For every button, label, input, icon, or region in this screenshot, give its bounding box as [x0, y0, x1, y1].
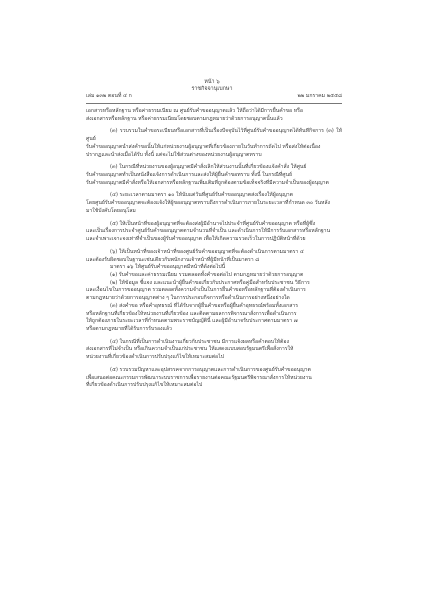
section-heading: มาตรา ๑๖ ให้ศูนย์รับคำขออนุญาตมีหน้าที่ดังต่อไปนี้	[110, 264, 226, 271]
body-line: รับคำขออนุญาตนำส่งคำขอนั้นให้แก่หน่วยงานผู้อนุญาตที่เกี่ยวข้องภายในวันทำการถัดไป หรือส่งให้ต่อเนื่อง	[86, 143, 321, 150]
body-line: ปรากฏและนำส่งเมื่อได้รับ ทั้งนี้ แต่จะไม่ใช้ส่วนต่างของหน่วยงานผู้อนุญาตทราบ	[86, 151, 262, 158]
body-line: รับคำขออนุญาตทำเป็นหนังสือแจ้งการดำเนินการและส่งให้ผู้ยื่นคำขอทราบ ทั้งนี้ ในกรณีที่ศูนย์	[86, 172, 293, 179]
body-line: รับคำขออนุญาตมีคำสั่งหรือให้เอกสารหรือหลักฐานเพิ่มเติมที่ถูกต้องตามข้อเท็จจริงที่มีความจำเป็นของผู้อนุญาต	[86, 179, 329, 186]
body-line: เพื่อเสนอต่อคณะกรรมการพัฒนาระบบราชการเพื่อรายงานต่อคณะรัฐมนตรีพิจารณาสั่งการให้หน่วยงาน	[86, 374, 312, 381]
body-line: ส่งเอกสารหรือหลักฐาน หรือค่าธรรมเนียมโดยชอบตามกฎหมายว่าด้วยการอนุญาตนั้นแล้ว	[86, 115, 283, 122]
body-line: และจำเพาะเจาะจงเท่าที่จำเป็นของผู้รับคำขออนุญาต เพื่อให้เกิดความรวดเร็วในการปฏิบัติหน้าที่ด้วย	[86, 236, 306, 243]
body-line: ให้ถูกต้องภายในระยะเวลาที่กำหนดตามพระราชบัญญัตินี้ และผู้มีอำนาจรับประกาศตามมาตรา ๗	[86, 318, 298, 325]
body-line: (๑) รับคำขอและค่าธรรมเนียม รวมตลอดทั้งคำขอต่อไป ตามกฎหมายว่าด้วยการอนุญาต	[110, 271, 304, 278]
journal-title: ราชกิจจานุเบกษา	[191, 86, 233, 92]
body-line: (๔) ในกรณีที่เป็นการดำเนินงานเกี่ยวกับประชาชน มีการแจ้งผลหรือคำตอบให้ต้อง	[110, 338, 289, 345]
body-line: ที่เกี่ยวข้องดำเนินการปรับปรุงแก้ไขให้เหมาะสมต่อไป	[86, 382, 203, 389]
body-line: (๕) ให้เป็นหน้าที่ของผู้อนุญาตที่จะต้องส่งผู้มีอำนาจไปประจำที่ศูนย์รับคำขออนุญาต หรือที่ผู้ซึ่ง	[110, 220, 316, 227]
volume-issue: เล่ม ๑๓๒ ตอนที่ ๔ ก	[86, 93, 132, 99]
body-line: และต้องรับผิดชอบในฐานะเช่นเดียวกับพนักงานเจ้าหน้าที่ผู้มีหน้าที่เป็นมาตรา ๘	[86, 256, 260, 263]
body-line: หรือตามกฎหมายที่ได้รับการรับรองแล้ว	[86, 325, 172, 332]
body-line: (๓) รวบรวมในคำขอระเบียนหรือเอกสารที่เป็นเรื่องปัจจุบันไว้ที่ศูนย์รับคำขออนุญาตได้ทันทีกิจการ (๓) ให้ศูนย์	[86, 128, 342, 143]
body-line: และเงื่อนไขในการขออนุญาต รวมตลอดทั้งความจำเป็นในการยื่นคำขอหรือหลักฐานที่ต้องดำเนินการ	[86, 287, 306, 294]
body-line: หรือหลักฐานที่เกี่ยวข้องให้หน่วยงานที่เกี่ยวข้อง และติดตามผลการพิจารณาสั่งการเพื่อดำเนินการ	[86, 310, 297, 317]
header-rule	[86, 103, 342, 104]
body-line: ตามกฎหมายว่าด้วยการอนุญาตต่าง ๆ ในการประกอบกิจการหรือดำเนินการอย่างหนึ่งอย่างใด	[86, 295, 290, 302]
body-line: ส่งเอกสารที่ไม่จำเป็น หรือเกินความจำเป็นแก่ประชาชน ให้แสดงแบบสอบรัฐมนตรีเพื่อสั่งการให้	[86, 346, 294, 353]
page-number: หน้า ๖	[204, 79, 220, 85]
document-body	[86, 108, 342, 390]
issue-date: ๒๒ มกราคม ๒๕๕๘	[297, 93, 342, 99]
body-line: และเป็นเรื่องการประจำศูนย์รับคำขออนุญาตตามจำนวนที่จำเป็น และดำเนินการให้มีการรับเอกสารหรือหลักฐาน	[86, 228, 331, 235]
issue-header	[86, 93, 342, 100]
body-line: (๖) ให้เป็นหน้าที่ของเจ้าหน้าที่ของศูนย์รับคำขออนุญาตที่จะต้องดำเนินการตามมาตรา ๔	[110, 248, 304, 255]
body-line: (๕) รวบรวมปัญหาและอุปสรรคจากการอนุญาตและการดำเนินการของศูนย์รับคำขออนุญาต	[110, 366, 311, 373]
body-line: (๓) ในกรณีที่หน่วยงานของผู้อนุญาตมีคำสั่งเลิกให้ส่วนงานนั้นที่เกี่ยวข้องแจ้งคำสั่ง ให้ศูนย์	[110, 164, 307, 171]
body-line: (๔) ระยะเวลาตามมาตรา ๑๐ ให้นับแต่วันที่ศูนย์รับคำขออนุญาตส่งเรื่องให้ผู้อนุญาต	[110, 192, 293, 199]
body-line: (๒) ให้ข้อมูล ชี้แจง และแนะนำผู้ยื่นคำขอเกี่ยวกับประกาศหรือคู่มือสำหรับประชาชน วิธีการ	[110, 279, 310, 286]
body-line: (๓) ส่งคำขอ หรือคำอุทธรณ์ ที่ได้รับจากผู้ยื่นคำขอหรือผู้ยื่นคำอุทธรณ์พร้อมทั้งเอกสาร	[110, 302, 299, 309]
body-line: โดยศูนย์รับคำขออนุญาตจะต้องแจ้งให้ผู้ขออนุญาตทราบถึงการดำเนินการภายในระยะเวลาที่กำหนด ๓๐ วันหลัง	[86, 200, 331, 207]
body-line: มาใช้บังคับโดยอนุโลม	[86, 207, 136, 214]
body-line: หน่วยงานที่เกี่ยวข้องดำเนินการปรับปรุงแก้ไขให้เหมาะสมต่อไป	[86, 354, 224, 361]
body-line: เอกสารหรือหลักฐาน หรือค่าธรรมเนียม ณ ศูนย์รับคำขออนุญาตแล้ว ให้ถือว่าได้มีการยื่นคำขอ หรือ	[86, 108, 304, 114]
